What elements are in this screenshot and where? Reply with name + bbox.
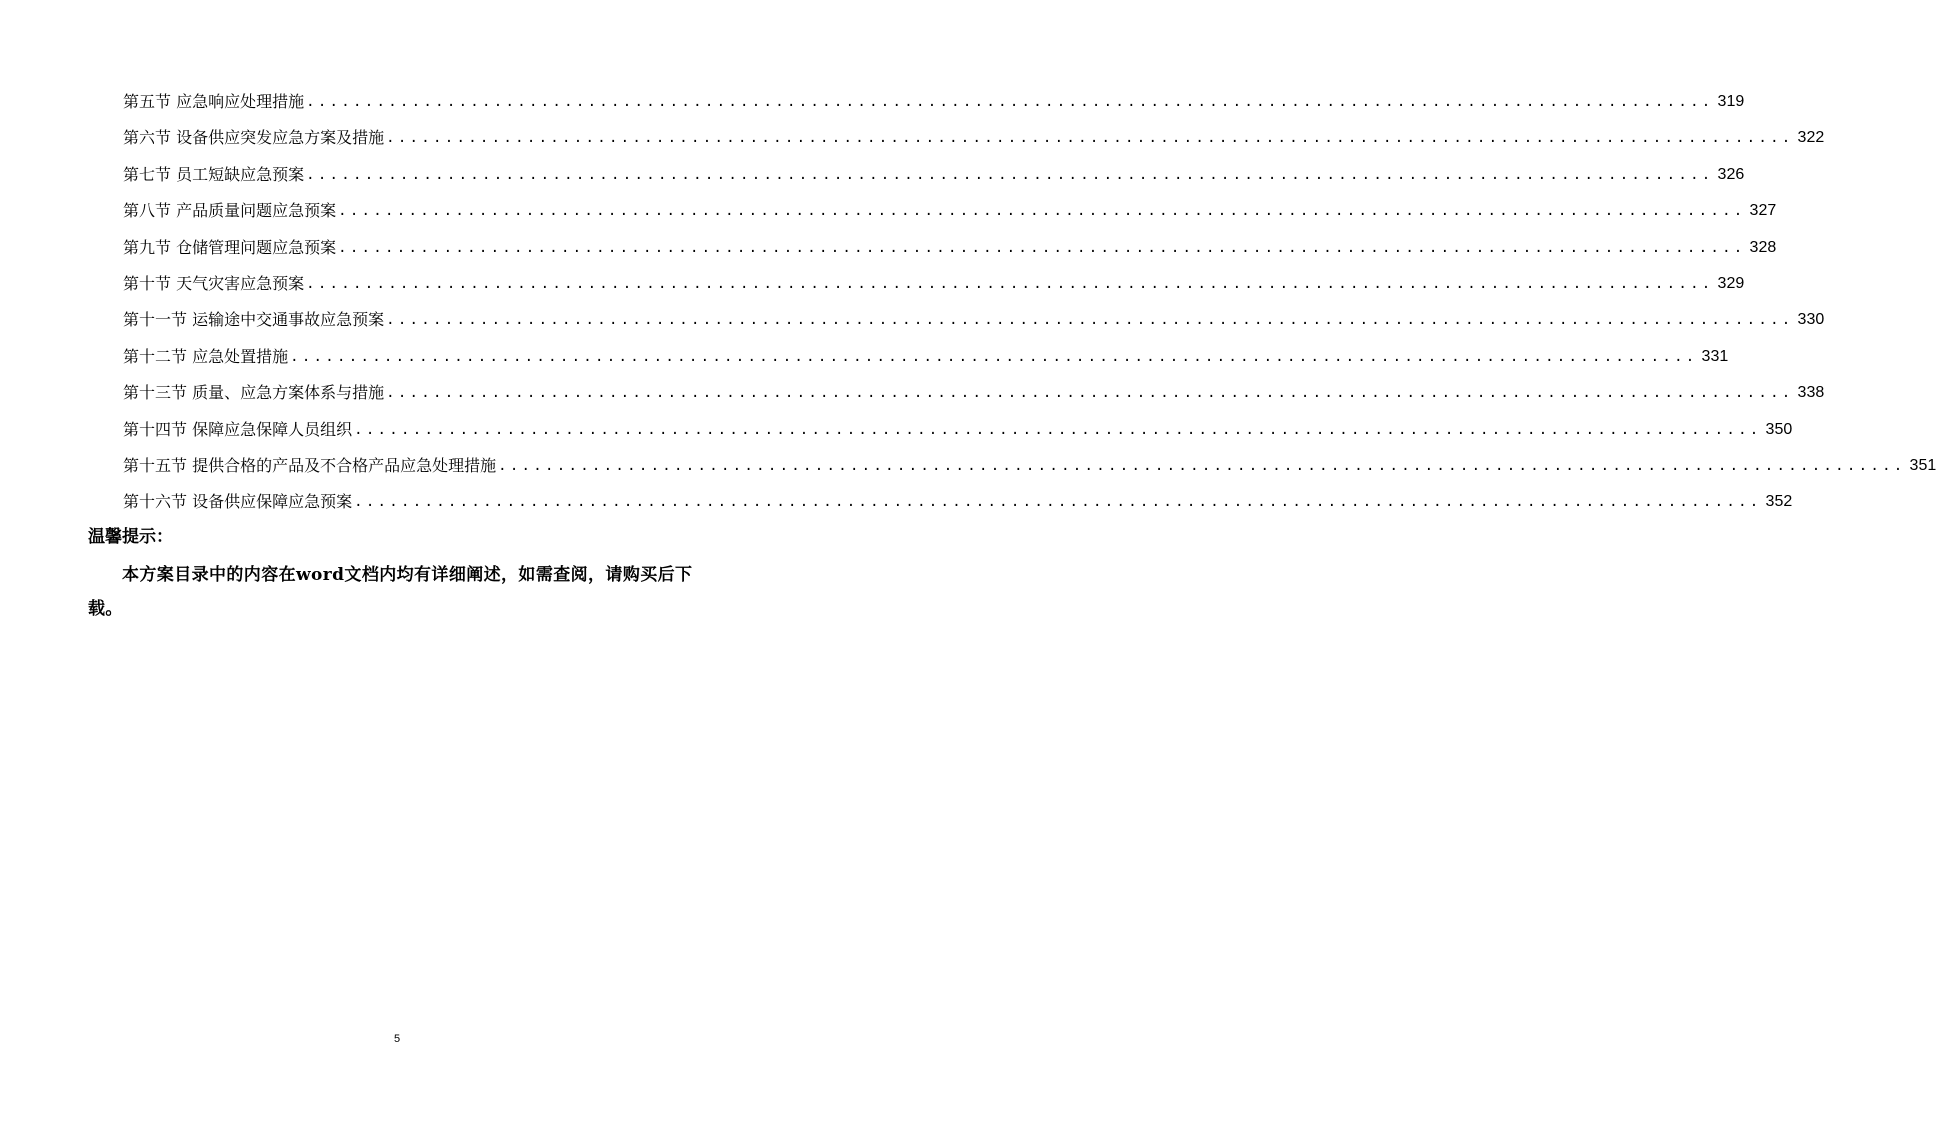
- toc-entry-title: 第六节 设备供应突发应急方案及措施: [123, 128, 385, 148]
- toc-entry-title: 第七节 员工短缺应急预案: [123, 164, 305, 184]
- toc-entry-title: 第十节 天气灾害应急预案: [123, 273, 305, 293]
- toc-entry[interactable]: [123, 266, 1745, 302]
- toc-entry-page: 352: [1765, 493, 1793, 511]
- toc-entry[interactable]: [123, 193, 1777, 229]
- toc-entry-page: 350: [1765, 420, 1793, 438]
- toc-entry[interactable]: [123, 339, 1729, 375]
- toc-leader-dots: ........................................................................................................................: [386, 385, 1794, 402]
- toc-entry-page: 319: [1717, 92, 1745, 110]
- toc-entry-title: 第八节 产品质量问题应急预案: [123, 201, 337, 221]
- toc-entry-page: 326: [1717, 165, 1745, 183]
- toc-entry[interactable]: [123, 375, 1825, 411]
- toc-entry[interactable]: [123, 84, 1745, 120]
- toc-leader-dots: ........................................................................................................................: [306, 166, 1714, 183]
- toc-entry-title: 第十四节 保障应急保障人员组织: [123, 419, 353, 439]
- toc-leader-dots: ........................................................................................................................: [354, 421, 1762, 438]
- toc-leader-dots: ........................................................................................................................: [290, 348, 1698, 365]
- toc-entry-title: 第十六节 设备供应保障应急预案: [123, 492, 353, 512]
- toc-entry[interactable]: [123, 484, 1793, 520]
- toc-leader-dots: ........................................................................................................................: [338, 203, 1746, 220]
- toc-leader-dots: ........................................................................................................................: [354, 494, 1762, 511]
- toc-entry-title: 第五节 应急响应处理措施: [123, 91, 305, 111]
- toc-entry-page: 331: [1701, 347, 1729, 365]
- toc-entry-page: 328: [1749, 238, 1777, 256]
- toc-leader-dots: ........................................................................................................................: [386, 312, 1794, 329]
- toc-entry-page: 330: [1797, 311, 1825, 329]
- toc-entry-title: 第十三节 质量、应急方案体系与措施: [123, 383, 385, 403]
- toc-entry[interactable]: [123, 412, 1793, 448]
- toc-entry[interactable]: [123, 120, 1825, 156]
- toc-entry-page: 351: [1909, 456, 1936, 474]
- toc-entry-title: 第十一节 运输途中交通事故应急预案: [123, 310, 385, 330]
- toc-entry[interactable]: [123, 230, 1777, 266]
- tip-body: 本方案目录中的内容在word文档内均有详细阐述，如需查阅，请购买后下载。: [88, 565, 693, 619]
- toc-entry-page: 329: [1717, 274, 1745, 292]
- toc-entry-title: 第十五节 提供合格的产品及不合格产品应急处理措施: [123, 455, 497, 475]
- tip-heading: 温馨提示：: [88, 527, 173, 547]
- toc-entry-page: 327: [1749, 202, 1777, 220]
- toc-leader-dots: ........................................................................................................................: [338, 239, 1746, 256]
- toc-entry-page: 338: [1797, 384, 1825, 402]
- toc-entry-title: 第十二节 应急处置措施: [123, 346, 289, 366]
- toc-leader-dots: ........................................................................................................................: [306, 93, 1714, 110]
- toc-entry[interactable]: [123, 157, 1745, 193]
- page-number: 5: [393, 1033, 401, 1045]
- toc-entry-page: 322: [1797, 129, 1825, 147]
- toc-entry-title: 第九节 仓储管理问题应急预案: [123, 237, 337, 257]
- toc-leader-dots: ........................................................................................................................: [306, 275, 1714, 292]
- toc-entry[interactable]: [123, 302, 1825, 338]
- table-of-contents: [123, 84, 1936, 521]
- toc-leader-dots: ........................................................................................................................: [386, 130, 1794, 147]
- toc-entry[interactable]: [123, 448, 1936, 484]
- toc-leader-dots: ........................................................................................................................: [498, 457, 1906, 474]
